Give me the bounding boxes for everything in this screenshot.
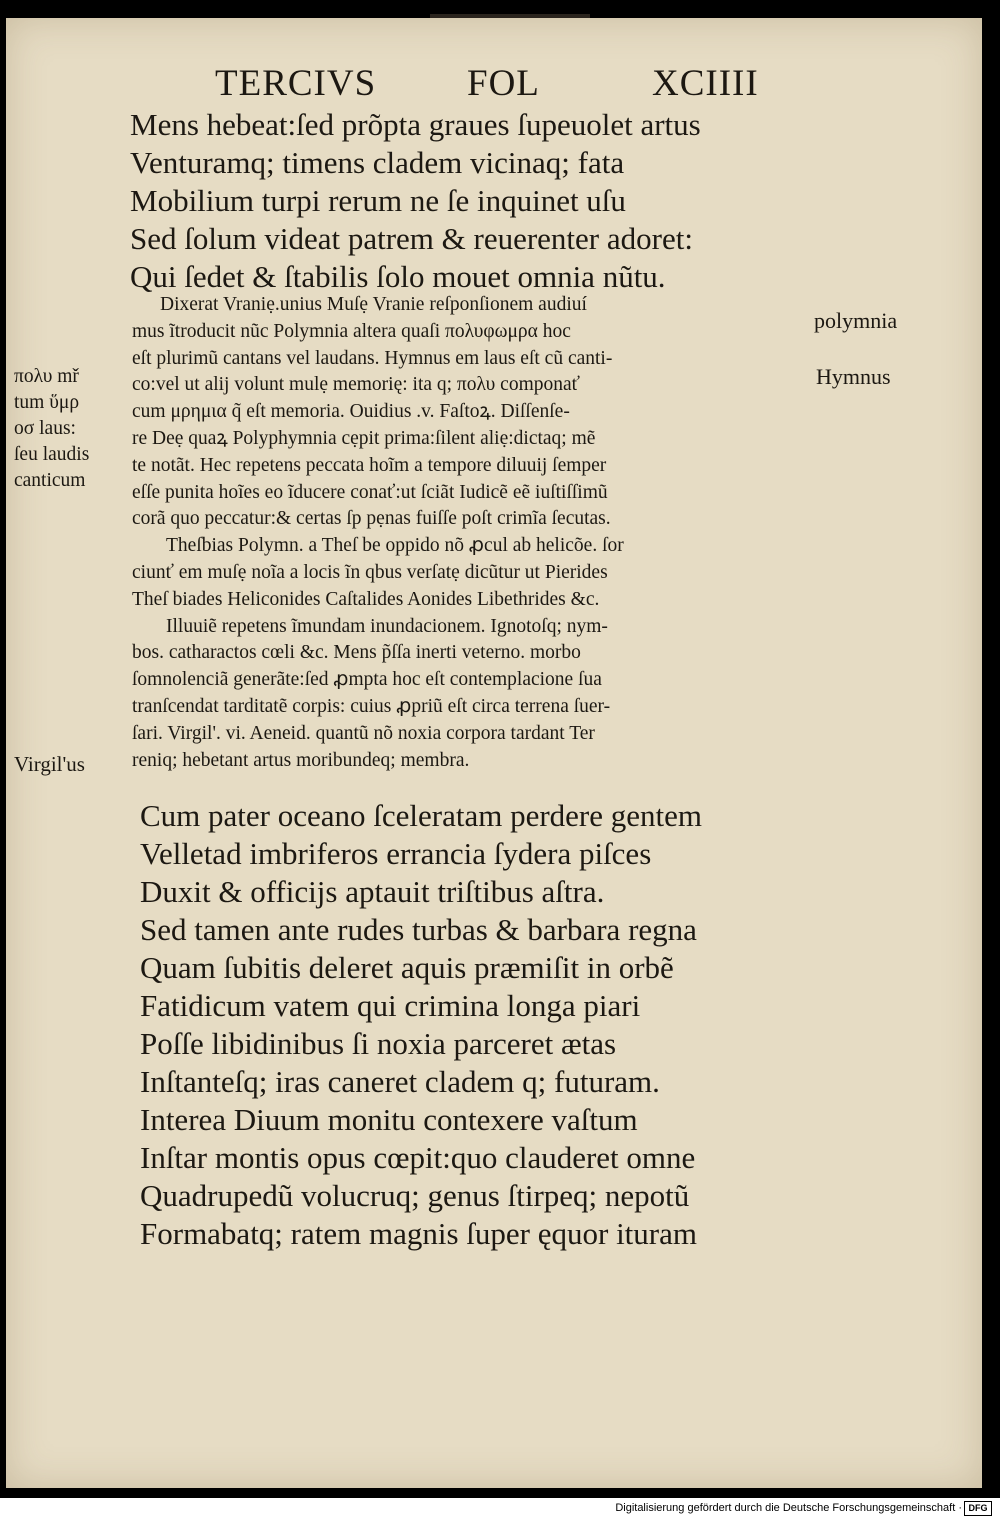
margin-note-virgilius: Virgil'us — [14, 752, 85, 776]
verse-line: Cum pater oceano ſceleratam perdere gentem — [140, 798, 703, 833]
funding-credit: Digitalisierung gefördert durch die Deutsche Forschungsgemeinschaft · — [615, 1502, 962, 1514]
commentary-line: Illuuiẽ repetens ĩmundam inundacionem. Ignotoſq; nym- — [166, 615, 608, 637]
verse-line: Quadrupedũ volucruq; genus ſtirpeq; nepotũ — [140, 1178, 690, 1213]
verse-top — [130, 106, 830, 296]
gloss-line: canticum — [14, 470, 86, 491]
verse-line: Mobilium turpi rerum ne ſe inquinet uſu — [130, 183, 626, 218]
gloss-line: tum ὕμρ — [14, 392, 80, 413]
commentary-line: re Deẹ quaꝝ Polyphymnia cẹpit prima:ſilent aliẹ:dictaq; mẽ — [132, 427, 596, 449]
commentary-line: ciunť em muſẹ noĩa a locis ĩn qbus verſatẹ dicũtur ut Pierides — [132, 561, 608, 583]
verse-bottom — [140, 797, 840, 1253]
verse-line: Fatidicum vatem qui crimina longa piari — [140, 988, 641, 1023]
commentary-line: co:vel ut alij volunt mulẹ memorię: ita q; πολυ componať — [132, 374, 580, 396]
gloss-line: ſeu laudis — [14, 444, 90, 465]
commentary — [132, 292, 818, 774]
header-left: TERCIVS — [215, 63, 377, 104]
dfg-logo: DFG — [964, 1501, 992, 1516]
verse-line: Venturamq; timens cladem vicinaq; fata — [130, 145, 625, 180]
commentary-line: tranſcendat tarditatẽ corpis: cuius ꝓpriũ eſt circa terrena ſuer- — [132, 695, 611, 717]
commentary-line: corã quo peccatur:& certas ſp pẹnas fuiſſe poſt crimĩa ſecutas. — [132, 508, 611, 530]
verse-line: Inſtanteſq; iras caneret cladem q; futuram. — [140, 1064, 660, 1099]
verse-line: Inſtar montis opus cœpit:quo clauderet omne — [140, 1140, 696, 1175]
folio-number: XCIIII — [652, 63, 759, 104]
verse-line: Quam ſubitis deleret aquis præmiſit in orbẽ — [140, 950, 674, 985]
verse-line: Sed tamen ante rudes turbas & barbara regna — [140, 912, 697, 947]
verse-line: Sed ſolum videat patrem & reuerenter adoret: — [130, 221, 693, 256]
commentary-line: Dixerat Vraniẹ.unius Muſẹ Vranie reſponſionem audiuí — [160, 294, 587, 315]
commentary-line: Theſ biades Heliconides Caſtalides Aonides Libethrides &c. — [132, 588, 600, 610]
commentary-line: te notãt. Hec repetens peccata hoĩm a tempore diluuij ſemper — [132, 454, 607, 476]
commentary-line: ſari. Virgil'. vi. Aeneid. quantũ nõ noxia corpora tardant Ter — [132, 722, 595, 744]
verse-line: Interea Diuum monitu contexere vaſtum — [140, 1102, 638, 1137]
commentary-line: reniq; hebetant artus moribundeq; membra. — [132, 749, 470, 771]
gloss-line: πολυ mř — [14, 366, 79, 387]
gloss-line: οσ laus: — [14, 418, 76, 439]
verse-line: Qui ſedet & ſtabilis ſolo mouet omnia nũtu. — [130, 259, 666, 294]
margin-note-polymnia: polymnia — [814, 308, 898, 333]
verse-line: Formabatq; ratem magnis ſuper ęquor ituram — [140, 1216, 697, 1251]
verse-line: Poſſe libidinibus ſi noxia parceret ætas — [140, 1026, 617, 1061]
footer-bar — [0, 1498, 1000, 1518]
margin-gloss-left — [14, 364, 126, 494]
commentary-line: Theſbias Polymn. a Theſ be oppido nõ ꝓcul ab helicõe. ſor — [166, 535, 624, 557]
commentary-line: bos. catharactos cœli &c. Mens p̃ſſa inerti veterno. morbo — [132, 642, 581, 664]
commentary-line: mus ĩtroducit nũc Polymnia altera quaſi πολυφωμρα hoc — [132, 320, 571, 342]
commentary-line: eſt plurimũ cantans vel laudans. Hymnus em laus eſt cũ canti- — [132, 347, 613, 369]
margin-note-hymnus: Hymnus — [816, 364, 891, 389]
verse-line: Velletad imbriferos errancia ſydera piſces — [140, 836, 652, 871]
verse-line: Mens hebeat:ſed prõpta graues ſupeuolet artus — [130, 107, 701, 142]
commentary-line: ſomnolenciã generãte:ſed ꝓmpta hoc eſt contemplacione ſua — [132, 669, 602, 691]
commentary-line: cum μρημια q̃ eſt memoria. Ouidius .v. Faſtoꝝ. Diſſenſe- — [132, 401, 570, 423]
commentary-line: eſſe punita hoĩes eo ĩducere conať:ut ſciãt Iudicẽ eẽ iuſtiſſimũ — [132, 481, 608, 503]
running-header — [215, 62, 775, 106]
verse-line: Duxit & officijs aptauit triſtibus aſtra. — [140, 874, 605, 909]
header-center: FOL — [467, 63, 540, 104]
